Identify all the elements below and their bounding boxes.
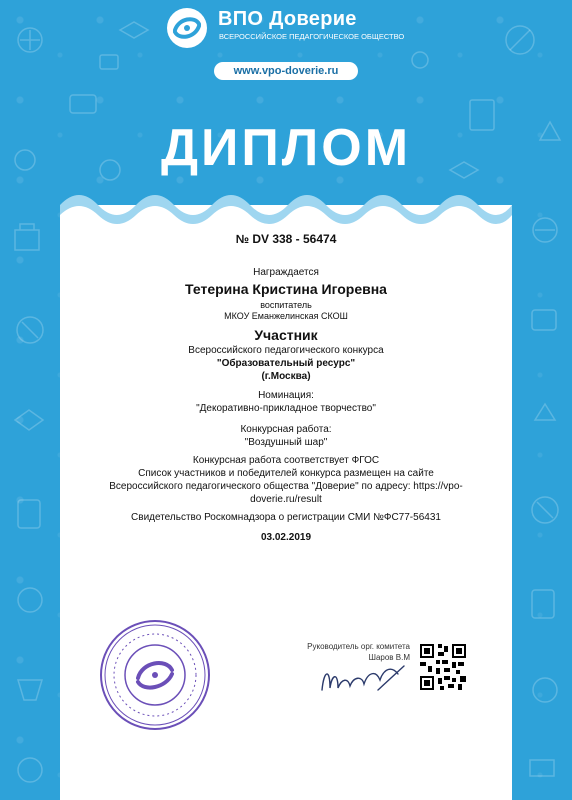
work-title: "Воздушный шар" — [244, 437, 328, 448]
signer-name: Шаров В.М — [368, 653, 410, 662]
contest-type: Всероссийского педагогического конкурса — [188, 345, 384, 356]
doverie-logo-icon — [165, 6, 209, 50]
brand-name: ВПО Доверие — [218, 8, 357, 30]
signer-title: Руководитель орг. комитета — [307, 642, 410, 651]
handwritten-signature — [318, 660, 408, 698]
site-url-link[interactable]: www.vpo-doverie.ru — [214, 62, 358, 80]
issue-date: 03.02.2019 — [260, 532, 312, 543]
certificate-body — [60, 228, 512, 544]
work-label: Конкурсная работа: — [240, 424, 332, 435]
diploma-number: № DV 338 - 56474 — [235, 232, 337, 246]
qr-code-icon[interactable] — [418, 642, 468, 692]
brand-subtitle: ВСЕРОССИЙСКОЕ ПЕДАГОГИЧЕСКОЕ ОБЩЕСТВО — [219, 32, 405, 41]
official-stamp-icon — [98, 618, 212, 732]
media-registration: Свидетельство Роскомнадзора о регистрации СМИ №ФС77-56431 — [131, 512, 441, 523]
recipient-position: воспитатель — [260, 300, 312, 310]
fgos-compliance: Конкурсная работа соответствует ФГОС — [192, 455, 380, 466]
results-list-line-2: Всероссийского педагогического общества "Доверие" по адресу: https://vpo- — [109, 481, 463, 492]
participant-status: Участник — [254, 327, 318, 343]
wave-border — [60, 180, 512, 230]
nomination-label: Номинация: — [258, 390, 314, 401]
nomination-value: "Декоративно-прикладное творчество" — [196, 403, 376, 414]
results-list-line-1: Список участников и победителей конкурса размещен на сайте — [138, 468, 434, 479]
recipient-organization: МКОУ Еманжелинская СКОШ — [224, 311, 348, 321]
recipient-name: Тетерина Кристина Игоревна — [185, 281, 387, 297]
diploma-title: ДИПЛОМ — [160, 119, 412, 177]
awarded-label: Награждается — [253, 267, 319, 278]
contest-name: "Образовательный ресурс" — [216, 358, 356, 369]
header — [0, 0, 572, 90]
results-list-line-3: doverie.ru/result — [250, 494, 322, 505]
contest-city: (г.Москва) — [261, 371, 311, 382]
